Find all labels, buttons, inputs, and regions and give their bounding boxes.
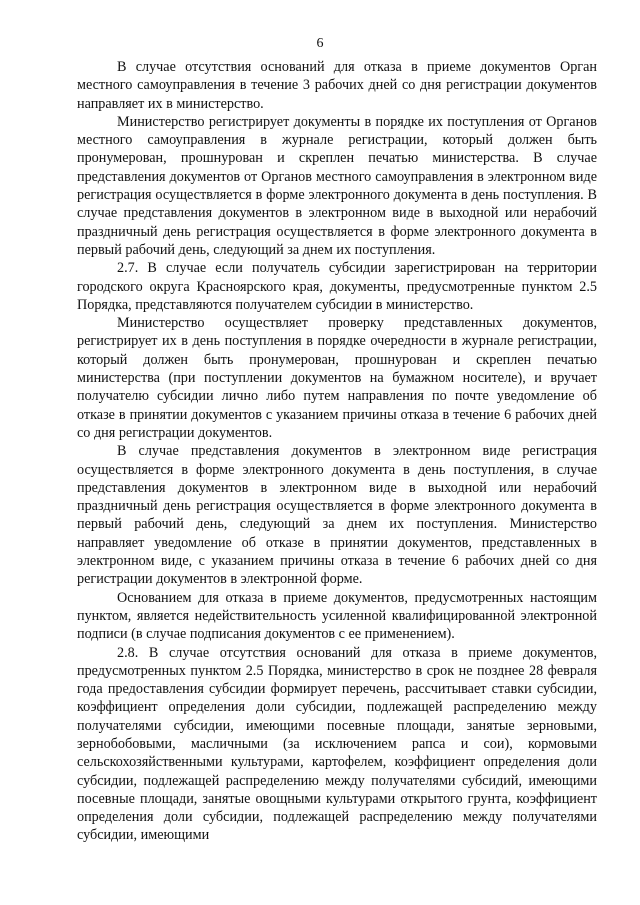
paragraph-refusal-grounds: Основанием для отказа в приеме документов, предусмотренных настоящим пунктом, является недействительность усиленной квалифицированной электронной подписи (в случае подписания документов с ее применением). bbox=[77, 589, 597, 643]
document-body bbox=[77, 58, 597, 845]
paragraph-submission-no-grounds: В случае отсутствия оснований для отказа в приеме документов Орган местного самоуправления в течение 3 рабочих дней со дня регистрации документов направляет их в министерство. bbox=[77, 59, 597, 112]
page-number: 6 bbox=[316, 36, 324, 51]
paragraph-clause-2-8: 2.8. В случае отсутствия оснований для отказа в приеме документов, предусмотренных пунктом 2.5 Порядка, министерство в срок не позднее 28 февраля года предоставления субсидии формирует перечень, рассчитывает ставки субсидии, коэффициент определения доли субсидии, подлежащей распределению между получателями субсидии, имеющими посевные площади, занятые зерновыми, зернобобовыми, масличными (за исключением рапса и сои), кормовыми сельскохозяйственными культурами, картофелем, коэффициент определения доли субсидии, подлежащей распределению между получателями субсидий, имеющими посевные площади, занятые овощными культурами открытого грунта, коэффициент определения доли субсидии, подлежащей распределению между получателями субсидии, имеющими bbox=[77, 644, 597, 844]
paragraph-ministry-registration: Министерство регистрирует документы в порядке их поступления от Органов местного самоуправления в журнале регистрации, который должен быть пронумерован, прошнурован и скреплен печатью министерства. В случае представления документов от Органов местного самоуправления в электронном виде регистрация осуществляется в форме электронного документа в день поступления. В случае представления документов в электронном виде в выходной или нерабочий праздничный день регистрация осуществляется в форме электронного документа в первый рабочий день, следующий за днем их поступления. bbox=[77, 113, 597, 258]
paragraph-ministry-verification: Министерство осуществляет проверку представленных документов, регистрирует их в день поступления в порядке очередности в журнале регистрации, который должен быть пронумерован, прошнурован и скреплен печатью министерства (при поступлении документов на бумажном носителе), и вручает получателю субсидии лично либо путем направления по почте уведомление об отказе в принятии документов с указанием причины отказа в течение 6 рабочих дней со дня регистрации документов. bbox=[77, 315, 597, 441]
paragraph-electronic-submission: В случае представления документов в электронном виде регистрация осуществляется в форме электронного документа в день поступления, в случае представления документов в электронном виде в выходной или нерабочий праздничный день регистрация осуществляется в форме электронного документа в первый рабочий день, следующий за днем их поступления. Министерство направляет уведомление об отказе в принятии документов, представленных в электронном виде, с указанием причины отказа в течение 6 рабочих дней со дня регистрации документов в электронной форме. bbox=[77, 443, 597, 588]
paragraph-clause-2-7: 2.7. В случае если получатель субсидии зарегистрирован на территории городского округа Красноярского края, документы, предусмотренные пунктом 2.5 Порядка, представляются получателем субсидии в министерство. bbox=[77, 260, 597, 313]
